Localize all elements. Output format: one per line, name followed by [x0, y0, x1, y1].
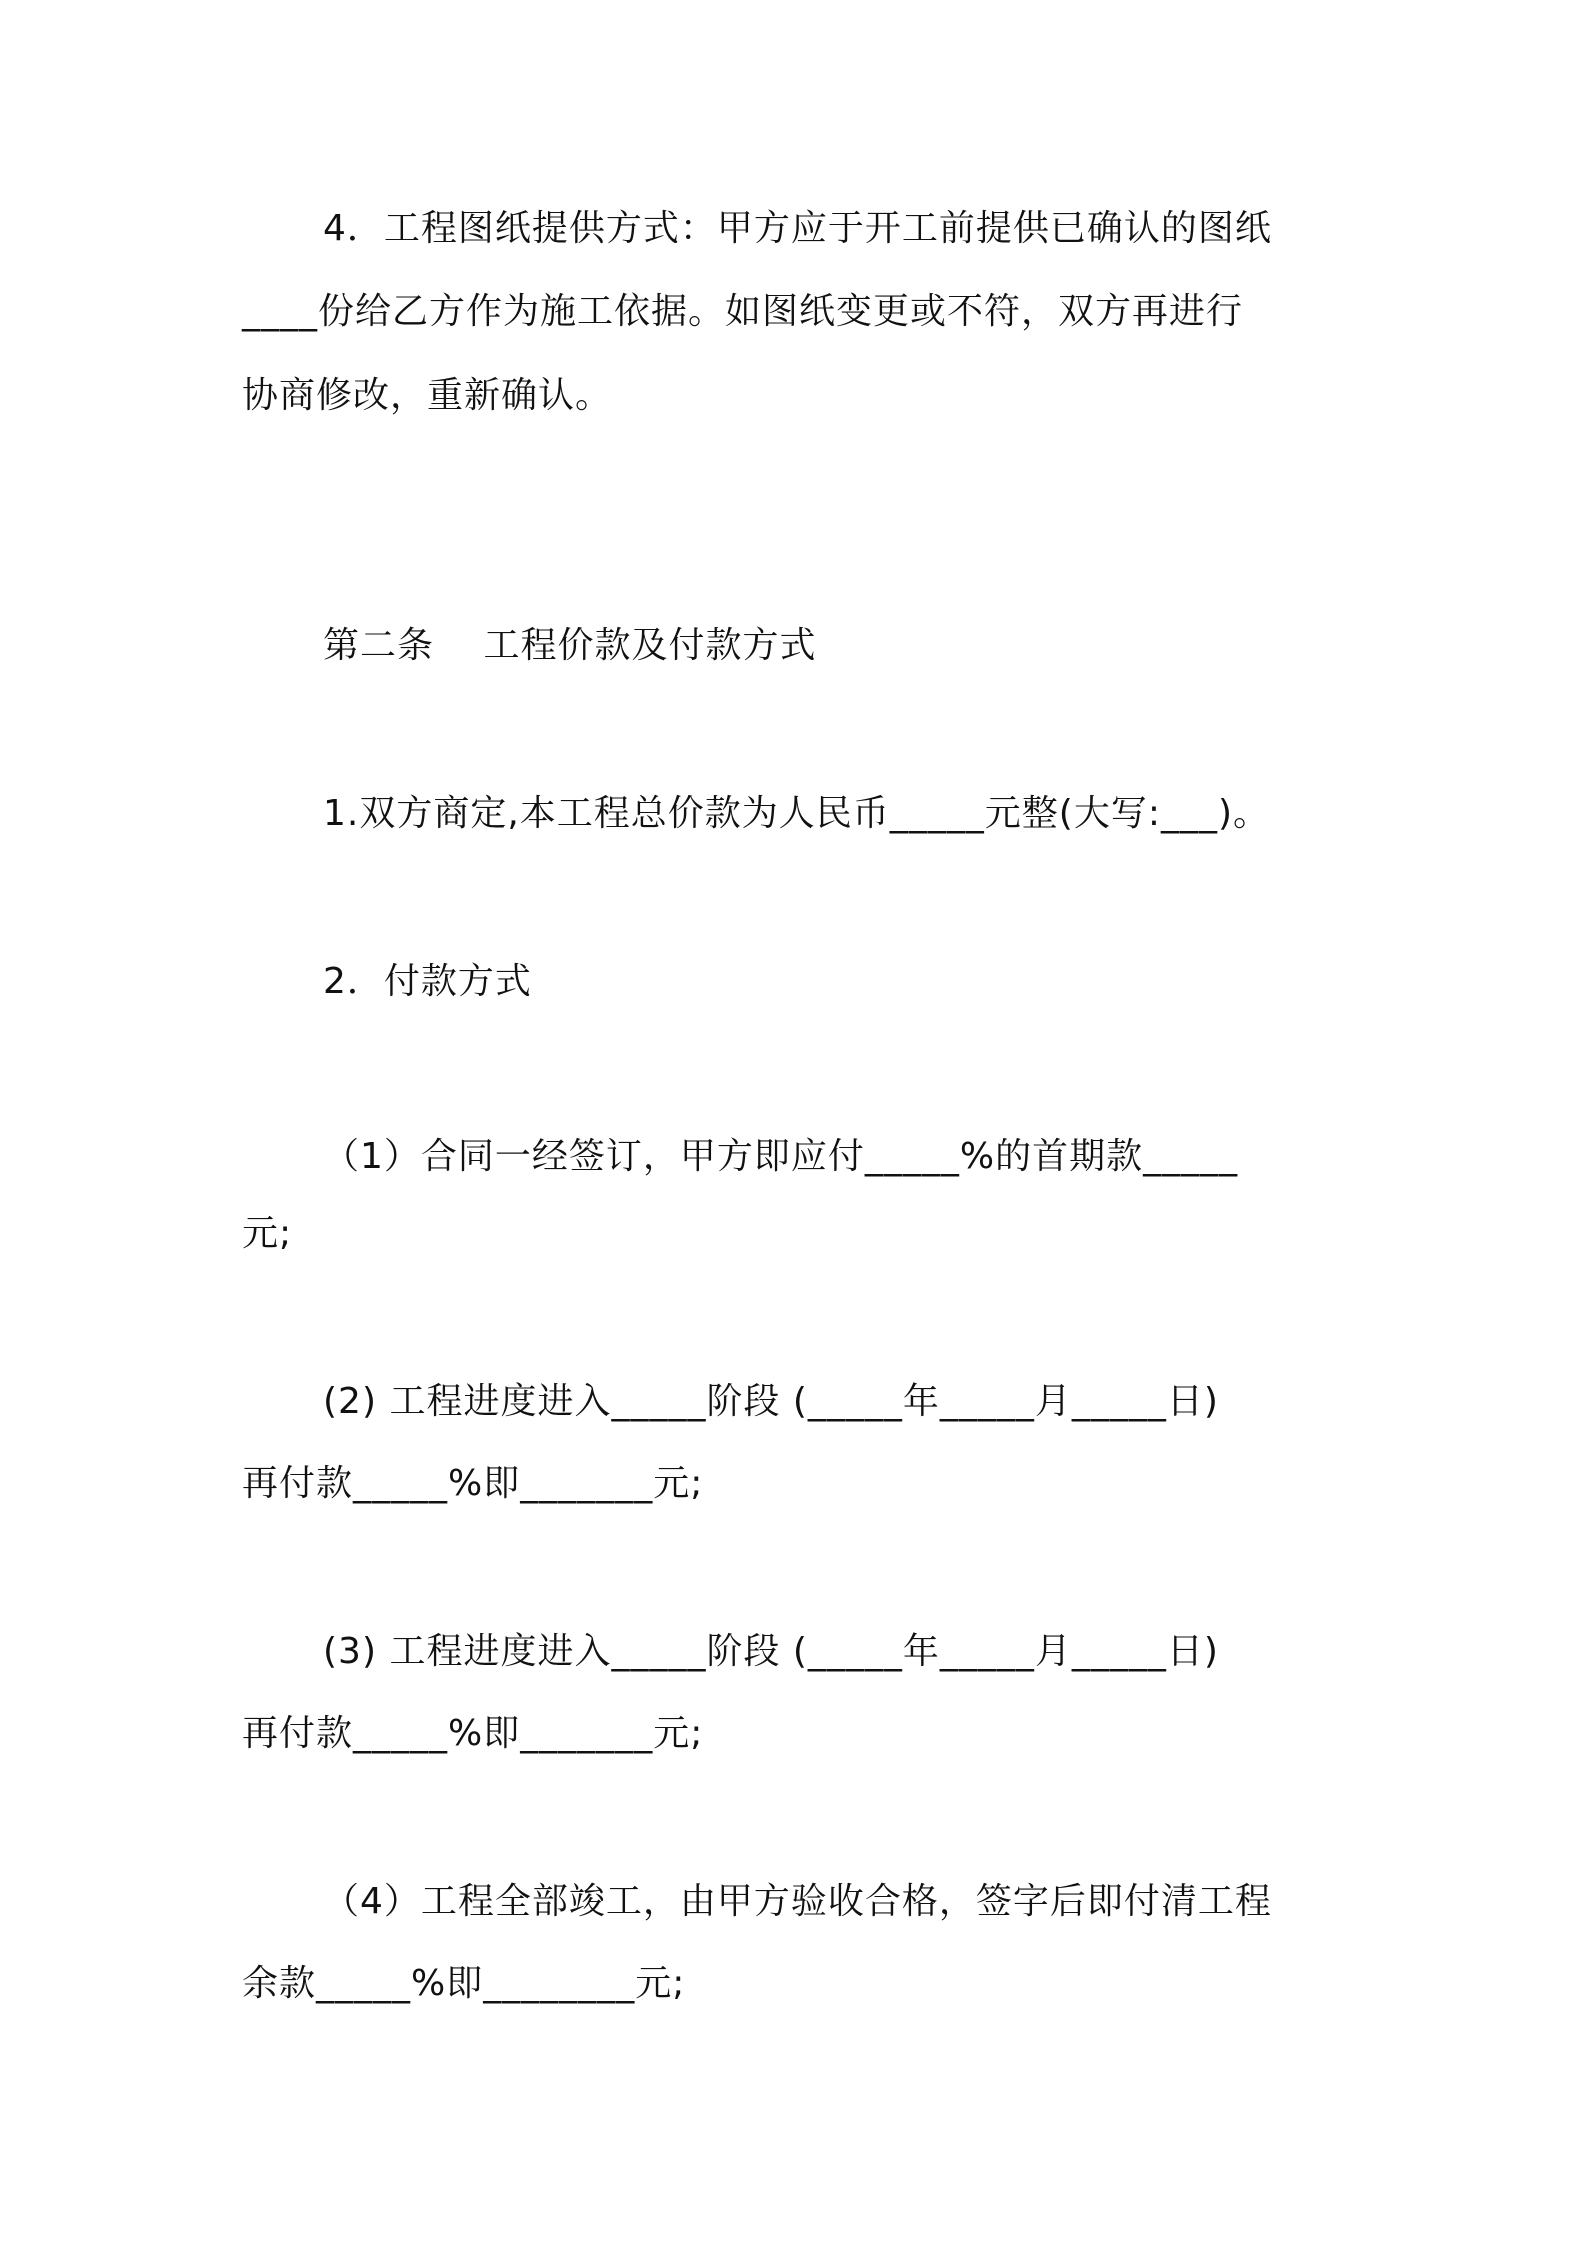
payment4-line2: 余款_____%即________元; — [242, 1963, 686, 2004]
payment3-line1: (3) 工程进度进入_____阶段 (_____年_____月_____日) — [323, 1631, 1219, 1672]
payment1-line2: 元; — [242, 1213, 293, 1254]
clause4-line1: 4．工程图纸提供方式：甲方应于开工前提供已确认的图纸 — [323, 208, 1272, 249]
payment2-line2: 再付款_____%即_______元; — [242, 1463, 704, 1504]
payment4-line1: （4）工程全部竣工，由甲方验收合格，签字后即付清工程 — [323, 1881, 1272, 1922]
clause4-line2: ____份给乙方作为施工依据。如图纸变更或不符，双方再进行 — [242, 291, 1244, 332]
article2-item2: 2．付款方式 — [323, 961, 532, 1002]
payment3-line2: 再付款_____%即_______元; — [242, 1713, 704, 1754]
article2-heading: 第二条 工程价款及付款方式 — [323, 625, 817, 666]
payment1-line1: （1）合同一经签订，甲方即应付_____%的首期款_____ — [323, 1136, 1239, 1177]
payment2-line1: (2) 工程进度进入_____阶段 (_____年_____月_____日) — [323, 1381, 1219, 1422]
article2-item1: 1.双方商定,本工程总价款为人民币_____元整(大写:___)。 — [323, 793, 1271, 834]
clause4-line3: 协商修改，重新确认。 — [242, 375, 613, 416]
